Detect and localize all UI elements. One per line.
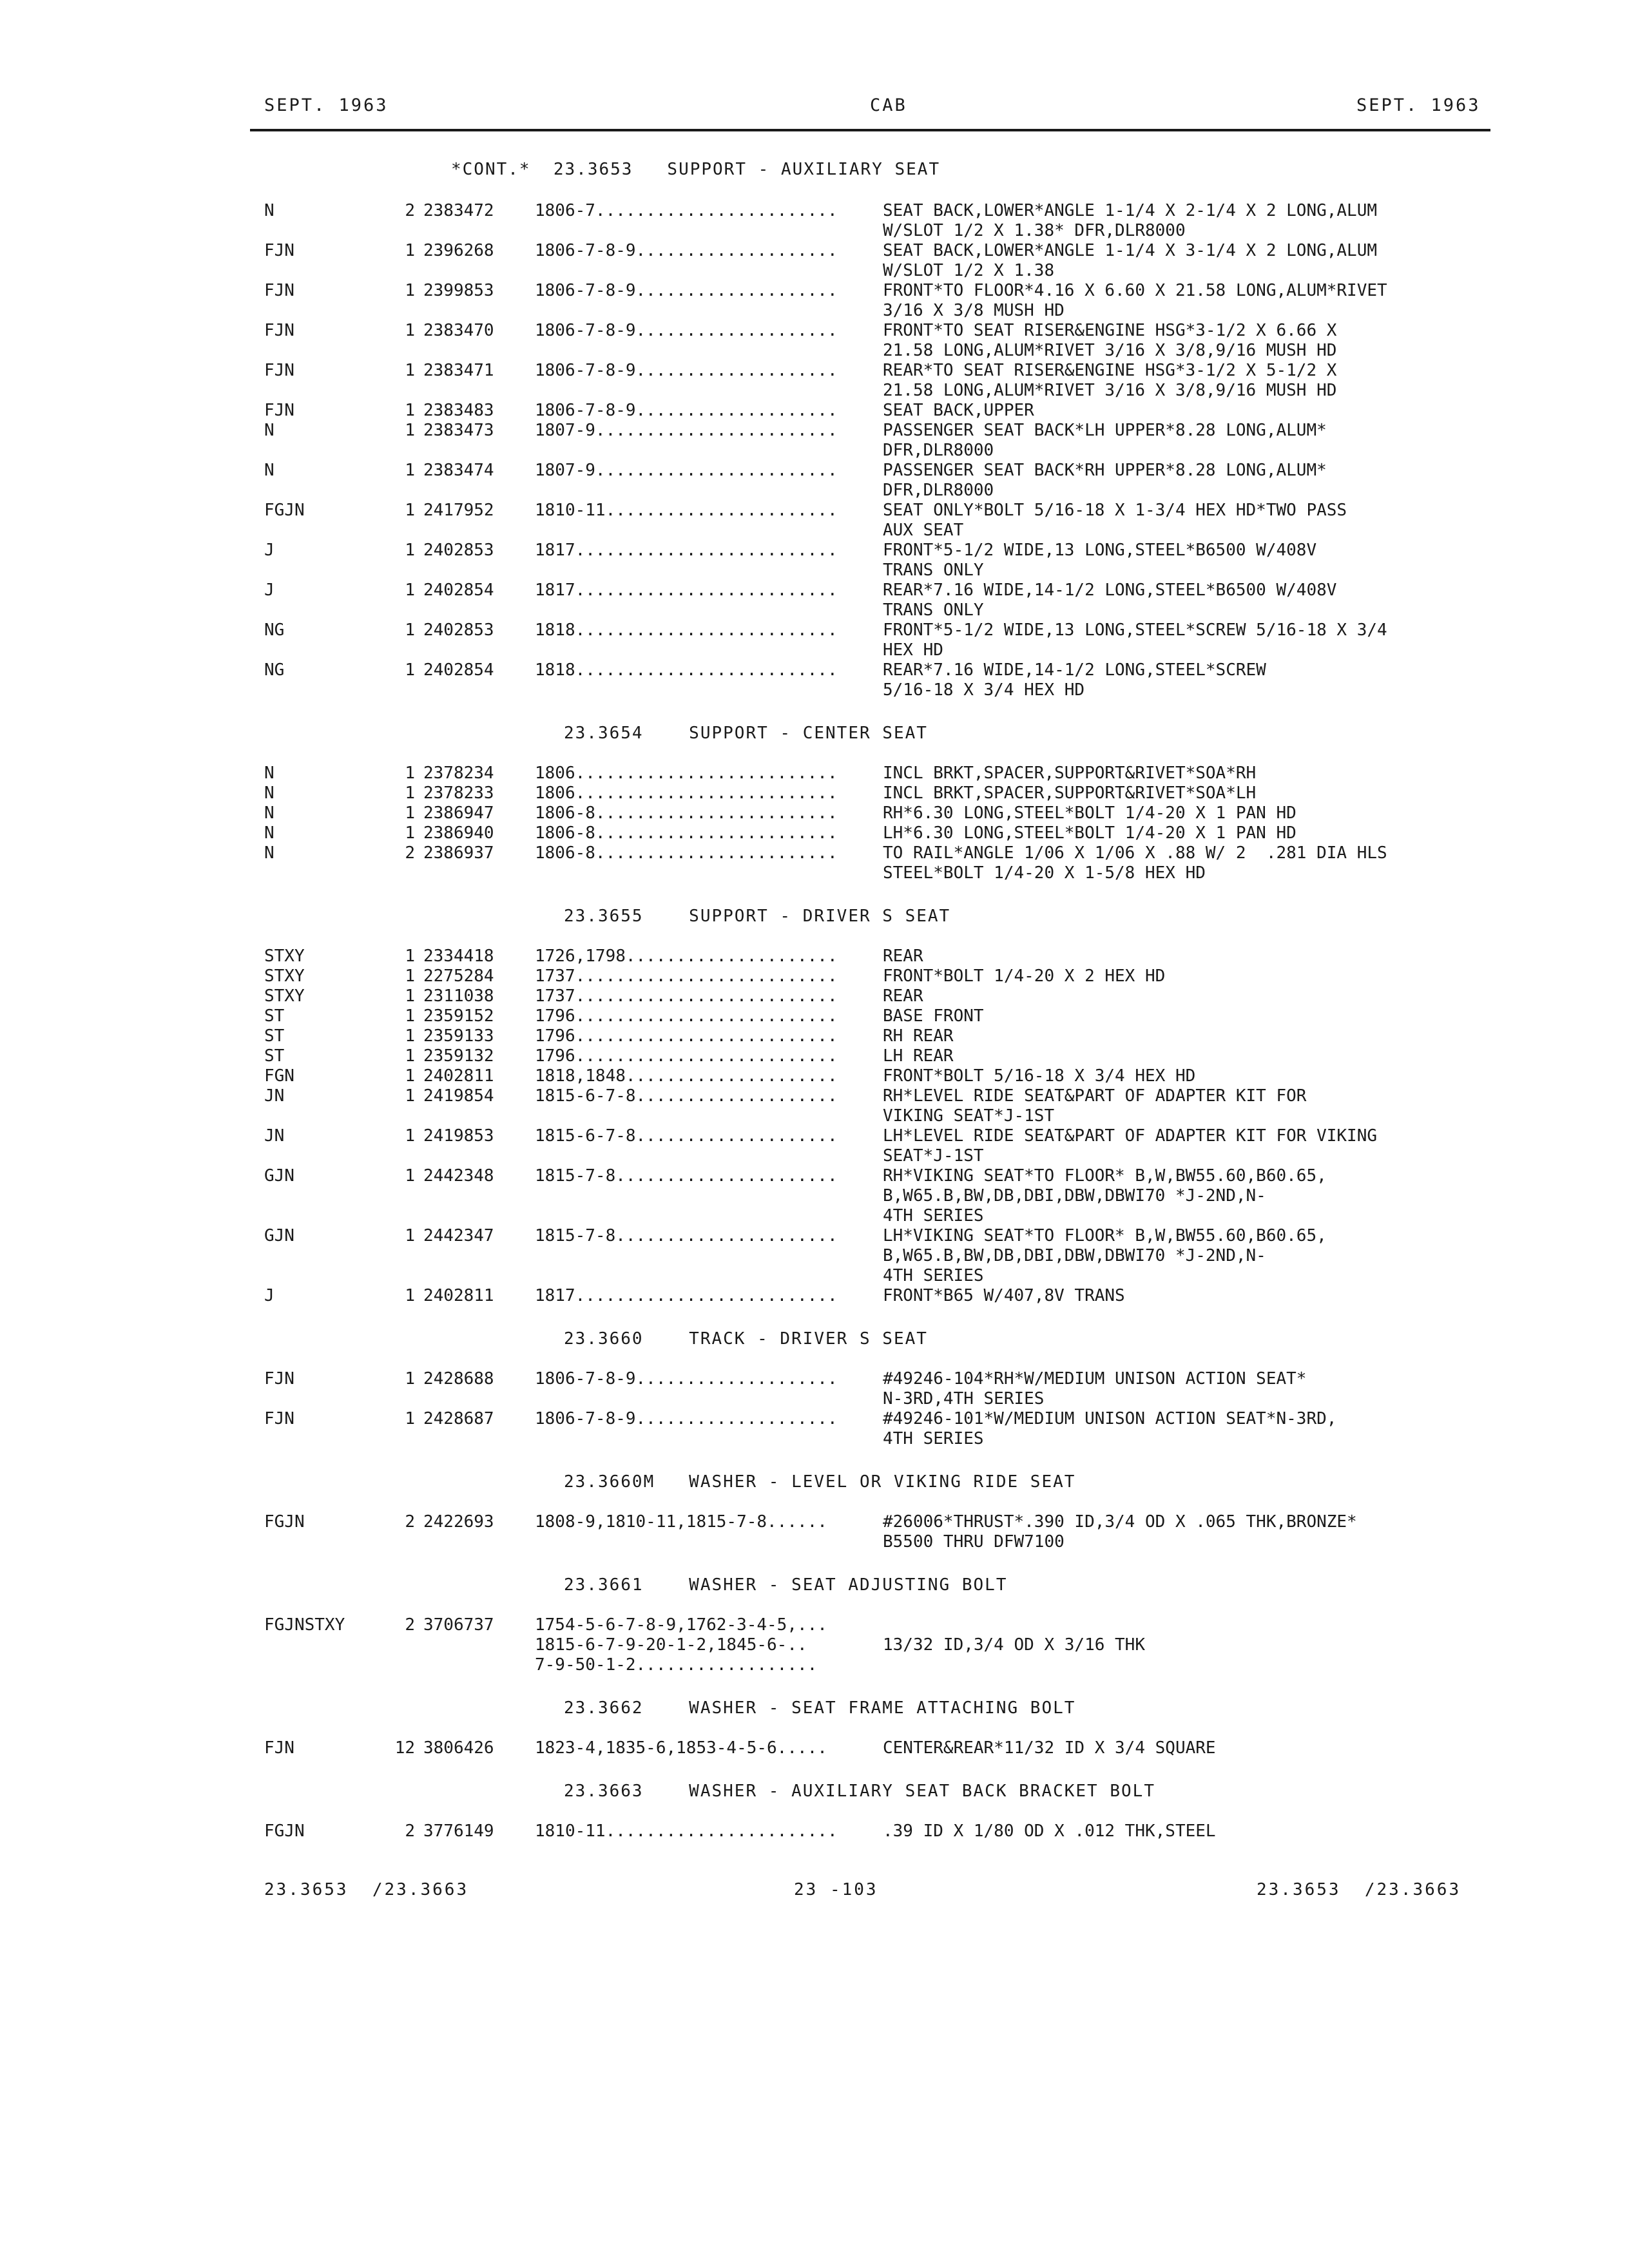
part-description: TO RAIL*ANGLE 1/06 X 1/06 X .88 W/ 2 .281 DIA HLS bbox=[883, 843, 1387, 863]
part-description: VIKING SEAT*J-1ST bbox=[883, 1106, 1055, 1126]
part-row bbox=[264, 660, 1489, 680]
application-code: N bbox=[264, 823, 275, 843]
part-number: 2442347 bbox=[423, 1226, 494, 1245]
application-code: J bbox=[264, 541, 275, 560]
part-description: REAR bbox=[883, 986, 923, 1006]
part-row bbox=[264, 843, 1489, 863]
quantity: 1 bbox=[405, 764, 415, 783]
part-description: DFR,DLR8000 bbox=[883, 441, 994, 460]
part-row bbox=[264, 521, 1489, 541]
part-description: 21.58 LONG,ALUM*RIVET 3/16 X 3/8,9/16 MUSH HD bbox=[883, 381, 1337, 400]
part-description: FRONT*BOLT 1/4-20 X 2 HEX HD bbox=[883, 966, 1166, 986]
part-row bbox=[264, 1512, 1489, 1532]
section-title: *CONT.* 23.3653 SUPPORT - AUXILIARY SEAT bbox=[451, 160, 941, 179]
part-number: 2383473 bbox=[423, 421, 494, 440]
part-description: B,W65.B,BW,DB,DBI,DBW,DBWI70 *J-2ND,N- bbox=[883, 1186, 1266, 1206]
part-number: 2422693 bbox=[423, 1512, 494, 1532]
part-description: REAR*7.16 WIDE,14-1/2 LONG,STEEL*SCREW bbox=[883, 660, 1266, 680]
model-applicability: 1737.......................... bbox=[535, 966, 838, 986]
part-number: 2359152 bbox=[423, 1006, 494, 1026]
application-code: GJN bbox=[264, 1166, 294, 1186]
part-row bbox=[264, 1286, 1489, 1306]
model-applicability: 1818.......................... bbox=[535, 620, 838, 640]
part-number: 2334418 bbox=[423, 947, 494, 966]
section-title: 23.3660M WASHER - LEVEL OR VIKING RIDE SEAT bbox=[564, 1472, 1076, 1492]
part-number: 2383470 bbox=[423, 321, 494, 340]
part-description: RH*6.30 LONG,STEEL*BOLT 1/4-20 X 1 PAN HD bbox=[883, 803, 1296, 823]
model-applicability: 1817.......................... bbox=[535, 541, 838, 560]
part-row bbox=[264, 1429, 1489, 1449]
application-code: STXY bbox=[264, 947, 305, 966]
part-row bbox=[264, 561, 1489, 581]
header-section-title: CAB bbox=[870, 95, 907, 115]
application-code: FJN bbox=[264, 1738, 294, 1758]
quantity: 1 bbox=[405, 1226, 415, 1245]
quantity: 1 bbox=[405, 1409, 415, 1428]
model-applicability: 1806-7-8-9.................... bbox=[535, 321, 838, 340]
part-description: DFR,DLR8000 bbox=[883, 481, 994, 500]
model-applicability: 1807-9........................ bbox=[535, 421, 838, 440]
part-row bbox=[264, 1146, 1489, 1166]
application-code: NG bbox=[264, 660, 285, 680]
quantity: 2 bbox=[405, 1615, 415, 1635]
part-row bbox=[264, 601, 1489, 620]
section-spacer bbox=[264, 1675, 1489, 1695]
part-description: STEEL*BOLT 1/4-20 X 1-5/8 HEX HD bbox=[883, 863, 1206, 883]
part-number: 2402853 bbox=[423, 541, 494, 560]
quantity: 1 bbox=[405, 321, 415, 340]
model-applicability: 1806-7-8-9.................... bbox=[535, 241, 838, 260]
part-number: 2386947 bbox=[423, 803, 494, 823]
part-number: 3806426 bbox=[423, 1738, 494, 1758]
quantity: 2 bbox=[405, 843, 415, 863]
part-number: 2275284 bbox=[423, 966, 494, 986]
application-code: ST bbox=[264, 1026, 285, 1046]
part-description: FRONT*BOLT 5/16-18 X 3/4 HEX HD bbox=[883, 1066, 1196, 1086]
section-spacer bbox=[264, 883, 1489, 903]
quantity: 1 bbox=[405, 1046, 415, 1066]
quantity: 1 bbox=[405, 620, 415, 640]
section-title: 23.3654 SUPPORT - CENTER SEAT bbox=[564, 724, 928, 743]
part-description: SEAT*J-1ST bbox=[883, 1146, 984, 1166]
part-row bbox=[264, 1369, 1489, 1389]
quantity: 1 bbox=[405, 281, 415, 300]
part-row bbox=[264, 1655, 1489, 1675]
part-number: 2402811 bbox=[423, 1066, 494, 1086]
part-description: #49246-101*W/MEDIUM UNISON ACTION SEAT*N-3RD, bbox=[883, 1409, 1337, 1428]
model-applicability: 1807-9........................ bbox=[535, 461, 838, 480]
section-title: 23.3661 WASHER - SEAT ADJUSTING BOLT bbox=[564, 1575, 1008, 1595]
part-number: 2311038 bbox=[423, 986, 494, 1006]
part-description: #26006*THRUST*.390 ID,3/4 OD X .065 THK,BRONZE* bbox=[883, 1512, 1357, 1532]
application-code: FJN bbox=[264, 1369, 294, 1389]
part-number: 2378233 bbox=[423, 783, 494, 803]
section-spacer bbox=[264, 700, 1489, 720]
part-description: RH*LEVEL RIDE SEAT&PART OF ADAPTER KIT FOR bbox=[883, 1086, 1307, 1106]
application-code: FGJN bbox=[264, 1821, 305, 1841]
model-applicability: 1815-7-8...................... bbox=[535, 1226, 838, 1245]
part-row bbox=[264, 1066, 1489, 1086]
parts-list bbox=[264, 160, 1489, 1861]
part-description: REAR*TO SEAT RISER&ENGINE HSG*3-1/2 X 5-1/2 X bbox=[883, 361, 1337, 380]
part-description: FRONT*TO SEAT RISER&ENGINE HSG*3-1/2 X 6.66 X bbox=[883, 321, 1337, 340]
part-description: FRONT*5-1/2 WIDE,13 LONG,STEEL*SCREW 5/16-18 X 3/4 bbox=[883, 620, 1387, 640]
header-right-date: SEPT. 1963 bbox=[1356, 95, 1481, 115]
part-number: 3706737 bbox=[423, 1615, 494, 1635]
part-number: 2383483 bbox=[423, 401, 494, 420]
application-code: ST bbox=[264, 1006, 285, 1026]
part-row bbox=[264, 803, 1489, 823]
part-description: 4TH SERIES bbox=[883, 1206, 984, 1225]
part-description: FRONT*TO FLOOR*4.16 X 6.60 X 21.58 LONG,ALUM*RIVET bbox=[883, 281, 1387, 300]
model-applicability: 1806.......................... bbox=[535, 764, 838, 783]
part-number: 2419854 bbox=[423, 1086, 494, 1106]
part-row bbox=[264, 481, 1489, 501]
application-code: FJN bbox=[264, 241, 294, 260]
model-applicability: 1818.......................... bbox=[535, 660, 838, 680]
part-row bbox=[264, 1226, 1489, 1246]
part-description: #49246-104*RH*W/MEDIUM UNISON ACTION SEAT* bbox=[883, 1369, 1307, 1389]
part-number: 2402854 bbox=[423, 660, 494, 680]
part-description: PASSENGER SEAT BACK*LH UPPER*8.28 LONG,ALUM* bbox=[883, 421, 1327, 440]
part-row bbox=[264, 1186, 1489, 1206]
part-description: 4TH SERIES bbox=[883, 1429, 984, 1448]
part-row bbox=[264, 301, 1489, 321]
quantity: 2 bbox=[405, 1512, 415, 1532]
part-description: BASE FRONT bbox=[883, 1006, 984, 1026]
quantity: 1 bbox=[405, 1066, 415, 1086]
section-spacer bbox=[264, 1841, 1489, 1861]
model-applicability: 1808-9,1810-11,1815-7-8...... bbox=[535, 1512, 827, 1532]
part-number: 2442348 bbox=[423, 1166, 494, 1186]
model-applicability: 1806.......................... bbox=[535, 783, 838, 803]
part-description: 21.58 LONG,ALUM*RIVET 3/16 X 3/8,9/16 MUSH HD bbox=[883, 341, 1337, 360]
header-rule bbox=[250, 129, 1490, 131]
part-row bbox=[264, 281, 1489, 301]
part-row bbox=[264, 1738, 1489, 1758]
part-description: N-3RD,4TH SERIES bbox=[883, 1389, 1045, 1408]
model-applicability: 1810-11....................... bbox=[535, 1821, 838, 1841]
part-number: 2378234 bbox=[423, 764, 494, 783]
application-code: FJN bbox=[264, 321, 294, 340]
part-number: 3776149 bbox=[423, 1821, 494, 1841]
part-row bbox=[264, 640, 1489, 660]
part-description: LH*LEVEL RIDE SEAT&PART OF ADAPTER KIT FOR VIKING bbox=[883, 1126, 1378, 1146]
part-description: INCL BRKT,SPACER,SUPPORT&RIVET*SOA*RH bbox=[883, 764, 1257, 783]
part-description: HEX HD bbox=[883, 640, 943, 660]
part-description: LH*VIKING SEAT*TO FLOOR* B,W,BW55.60,B60.65, bbox=[883, 1226, 1327, 1245]
part-number: 2396268 bbox=[423, 241, 494, 260]
part-row bbox=[264, 501, 1489, 521]
part-description: REAR bbox=[883, 947, 923, 966]
footer-page-number: 23 -103 bbox=[794, 1880, 878, 1899]
part-description: TRANS ONLY bbox=[883, 561, 984, 580]
quantity: 1 bbox=[405, 966, 415, 986]
part-description: 5/16-18 X 3/4 HEX HD bbox=[883, 680, 1085, 700]
application-code: N bbox=[264, 803, 275, 823]
part-row bbox=[264, 221, 1489, 241]
model-applicability: 1754-5-6-7-8-9,1762-3-4-5,... bbox=[535, 1615, 827, 1635]
application-code: ST bbox=[264, 1046, 285, 1066]
part-description: FRONT*B65 W/407,8V TRANS bbox=[883, 1286, 1125, 1305]
application-code: N bbox=[264, 783, 275, 803]
part-row bbox=[264, 441, 1489, 461]
part-row bbox=[264, 1026, 1489, 1046]
quantity: 1 bbox=[405, 501, 415, 520]
application-code: GJN bbox=[264, 1226, 294, 1245]
part-row bbox=[264, 261, 1489, 281]
part-description: SEAT BACK,UPPER bbox=[883, 401, 1034, 420]
application-code: FJN bbox=[264, 361, 294, 380]
quantity: 1 bbox=[405, 1369, 415, 1389]
model-applicability: 1806-7-8-9.................... bbox=[535, 281, 838, 300]
part-description: TRANS ONLY bbox=[883, 601, 984, 620]
part-row bbox=[264, 1246, 1489, 1266]
application-code: FGJN bbox=[264, 501, 305, 520]
part-description: .39 ID X 1/80 OD X .012 THK,STEEL bbox=[883, 1821, 1216, 1841]
part-description: LH*6.30 LONG,STEEL*BOLT 1/4-20 X 1 PAN HD bbox=[883, 823, 1296, 843]
part-row bbox=[264, 1046, 1489, 1066]
application-code: N bbox=[264, 843, 275, 863]
part-row bbox=[264, 361, 1489, 381]
quantity: 1 bbox=[405, 581, 415, 600]
part-row bbox=[264, 1266, 1489, 1286]
part-number: 2383472 bbox=[423, 201, 494, 220]
part-row bbox=[264, 381, 1489, 401]
quantity: 1 bbox=[405, 541, 415, 560]
section-title: 23.3660 TRACK - DRIVER S SEAT bbox=[564, 1329, 928, 1349]
model-applicability: 1726,1798..................... bbox=[535, 947, 838, 966]
part-number: 2386940 bbox=[423, 823, 494, 843]
quantity: 1 bbox=[405, 461, 415, 480]
part-row bbox=[264, 1821, 1489, 1841]
part-description: SEAT BACK,LOWER*ANGLE 1-1/4 X 2-1/4 X 2 LONG,ALUM bbox=[883, 201, 1378, 220]
part-description: SEAT ONLY*BOLT 5/16-18 X 1-3/4 HEX HD*TWO PASS bbox=[883, 501, 1347, 520]
section-title: 23.3655 SUPPORT - DRIVER S SEAT bbox=[564, 907, 951, 926]
part-description: FRONT*5-1/2 WIDE,13 LONG,STEEL*B6500 W/408V bbox=[883, 541, 1317, 560]
part-description: RH*VIKING SEAT*TO FLOOR* B,W,BW55.60,B60.65, bbox=[883, 1166, 1327, 1186]
part-number: 2402854 bbox=[423, 581, 494, 600]
part-row bbox=[264, 401, 1489, 421]
application-code: JN bbox=[264, 1126, 285, 1146]
model-applicability: 1815-6-7-8.................... bbox=[535, 1086, 838, 1106]
quantity: 1 bbox=[405, 421, 415, 440]
quantity: 1 bbox=[405, 660, 415, 680]
part-row bbox=[264, 1106, 1489, 1126]
quantity: 2 bbox=[405, 1821, 415, 1841]
footer-left-range: 23.3653 /23.3663 bbox=[264, 1880, 469, 1899]
quantity: 2 bbox=[405, 201, 415, 220]
model-applicability: 7-9-50-1-2.................. bbox=[535, 1655, 818, 1675]
application-code: STXY bbox=[264, 986, 305, 1006]
part-description: CENTER&REAR*11/32 ID X 3/4 SQUARE bbox=[883, 1738, 1216, 1758]
part-row bbox=[264, 1006, 1489, 1026]
application-code: NG bbox=[264, 620, 285, 640]
application-code: STXY bbox=[264, 966, 305, 986]
quantity: 1 bbox=[405, 241, 415, 260]
part-row bbox=[264, 1409, 1489, 1429]
application-code: J bbox=[264, 581, 275, 600]
model-applicability: 1737.......................... bbox=[535, 986, 838, 1006]
section-spacer bbox=[264, 1306, 1489, 1325]
part-description: AUX SEAT bbox=[883, 521, 964, 540]
quantity: 1 bbox=[405, 803, 415, 823]
quantity: 1 bbox=[405, 1086, 415, 1106]
header-left-date: SEPT. 1963 bbox=[264, 95, 389, 115]
quantity: 1 bbox=[405, 947, 415, 966]
application-code: FJN bbox=[264, 1409, 294, 1428]
application-code: N bbox=[264, 764, 275, 783]
part-number: 2383474 bbox=[423, 461, 494, 480]
quantity: 1 bbox=[405, 823, 415, 843]
part-row bbox=[264, 1635, 1489, 1655]
quantity: 1 bbox=[405, 1286, 415, 1305]
model-applicability: 1815-7-8...................... bbox=[535, 1166, 838, 1186]
part-row bbox=[264, 341, 1489, 361]
part-description: 4TH SERIES bbox=[883, 1266, 984, 1285]
part-row bbox=[264, 764, 1489, 783]
part-row bbox=[264, 680, 1489, 700]
part-description: 3/16 X 3/8 MUSH HD bbox=[883, 301, 1065, 320]
application-code: FGN bbox=[264, 1066, 294, 1086]
part-row bbox=[264, 1532, 1489, 1552]
model-applicability: 1806-7........................ bbox=[535, 201, 838, 220]
part-number: 2386937 bbox=[423, 843, 494, 863]
part-description: REAR*7.16 WIDE,14-1/2 LONG,STEEL*B6500 W/408V bbox=[883, 581, 1337, 600]
part-row bbox=[264, 201, 1489, 221]
application-code: FJN bbox=[264, 401, 294, 420]
footer-right-range: 23.3653 /23.3663 bbox=[1257, 1880, 1461, 1899]
model-applicability: 1817.......................... bbox=[535, 1286, 838, 1305]
application-code: JN bbox=[264, 1086, 285, 1106]
model-applicability: 1817.......................... bbox=[535, 581, 838, 600]
section-title: 23.3662 WASHER - SEAT FRAME ATTACHING BOLT bbox=[564, 1698, 1076, 1718]
quantity: 1 bbox=[405, 986, 415, 1006]
quantity: 1 bbox=[405, 1006, 415, 1026]
application-code: FJN bbox=[264, 281, 294, 300]
application-code: N bbox=[264, 201, 275, 220]
model-applicability: 1806-7-8-9.................... bbox=[535, 401, 838, 420]
model-applicability: 1815-6-7-8.................... bbox=[535, 1126, 838, 1146]
part-number: 2359132 bbox=[423, 1046, 494, 1066]
part-description: LH REAR bbox=[883, 1046, 954, 1066]
application-code: FGJN bbox=[264, 1512, 305, 1532]
part-number: 2359133 bbox=[423, 1026, 494, 1046]
part-description: B5500 THRU DFW7100 bbox=[883, 1532, 1065, 1552]
model-applicability: 1823-4,1835-6,1853-4-5-6..... bbox=[535, 1738, 827, 1758]
quantity: 1 bbox=[405, 1126, 415, 1146]
part-row bbox=[264, 1615, 1489, 1635]
part-number: 2417952 bbox=[423, 501, 494, 520]
model-applicability: 1818,1848..................... bbox=[535, 1066, 838, 1086]
quantity: 1 bbox=[405, 361, 415, 380]
part-description: PASSENGER SEAT BACK*RH UPPER*8.28 LONG,ALUM* bbox=[883, 461, 1327, 480]
model-applicability: 1806-8........................ bbox=[535, 803, 838, 823]
model-applicability: 1806-8........................ bbox=[535, 843, 838, 863]
part-row bbox=[264, 581, 1489, 601]
application-code: FGJNSTXY bbox=[264, 1615, 345, 1635]
part-row bbox=[264, 1166, 1489, 1186]
model-applicability: 1806-7-8-9.................... bbox=[535, 361, 838, 380]
part-description: RH REAR bbox=[883, 1026, 954, 1046]
application-code: J bbox=[264, 1286, 275, 1305]
part-row bbox=[264, 461, 1489, 481]
model-applicability: 1810-11....................... bbox=[535, 501, 838, 520]
part-row bbox=[264, 783, 1489, 803]
part-row bbox=[264, 421, 1489, 441]
part-number: 2399853 bbox=[423, 281, 494, 300]
part-description: 13/32 ID,3/4 OD X 3/16 THK bbox=[883, 1635, 1145, 1655]
part-number: 2402811 bbox=[423, 1286, 494, 1305]
part-description: INCL BRKT,SPACER,SUPPORT&RIVET*SOA*LH bbox=[883, 783, 1257, 803]
quantity: 1 bbox=[405, 1026, 415, 1046]
part-description: W/SLOT 1/2 X 1.38 bbox=[883, 261, 1055, 280]
model-applicability: 1806-8........................ bbox=[535, 823, 838, 843]
part-row bbox=[264, 863, 1489, 883]
part-row bbox=[264, 823, 1489, 843]
section-spacer bbox=[264, 1552, 1489, 1571]
part-row bbox=[264, 541, 1489, 561]
section-spacer bbox=[264, 1758, 1489, 1778]
part-number: 2419853 bbox=[423, 1126, 494, 1146]
part-row bbox=[264, 321, 1489, 341]
part-row bbox=[264, 947, 1489, 966]
part-row bbox=[264, 1126, 1489, 1146]
quantity: 1 bbox=[405, 1166, 415, 1186]
quantity: 1 bbox=[405, 401, 415, 420]
part-number: 2428687 bbox=[423, 1409, 494, 1428]
part-number: 2383471 bbox=[423, 361, 494, 380]
part-number: 2428688 bbox=[423, 1369, 494, 1389]
model-applicability: 1806-7-8-9.................... bbox=[535, 1409, 838, 1428]
part-description: SEAT BACK,LOWER*ANGLE 1-1/4 X 3-1/4 X 2 LONG,ALUM bbox=[883, 241, 1378, 260]
part-number: 2402853 bbox=[423, 620, 494, 640]
model-applicability: 1796.......................... bbox=[535, 1026, 838, 1046]
part-description: W/SLOT 1/2 X 1.38* DFR,DLR8000 bbox=[883, 221, 1186, 240]
section-spacer bbox=[264, 1449, 1489, 1468]
quantity: 12 bbox=[394, 1738, 415, 1758]
part-row bbox=[264, 1206, 1489, 1226]
model-applicability: 1796.......................... bbox=[535, 1046, 838, 1066]
part-row bbox=[264, 966, 1489, 986]
application-code: N bbox=[264, 421, 275, 440]
quantity: 1 bbox=[405, 783, 415, 803]
part-row bbox=[264, 241, 1489, 261]
part-row bbox=[264, 620, 1489, 640]
part-row bbox=[264, 1389, 1489, 1409]
part-row bbox=[264, 1086, 1489, 1106]
section-title: 23.3663 WASHER - AUXILIARY SEAT BACK BRACKET BOLT bbox=[564, 1782, 1155, 1801]
model-applicability: 1815-6-7-9-20-1-2,1845-6-.. bbox=[535, 1635, 807, 1655]
model-applicability: 1796.......................... bbox=[535, 1006, 838, 1026]
part-row bbox=[264, 986, 1489, 1006]
application-code: N bbox=[264, 461, 275, 480]
part-description: B,W65.B,BW,DB,DBI,DBW,DBWI70 *J-2ND,N- bbox=[883, 1246, 1266, 1265]
model-applicability: 1806-7-8-9.................... bbox=[535, 1369, 838, 1389]
